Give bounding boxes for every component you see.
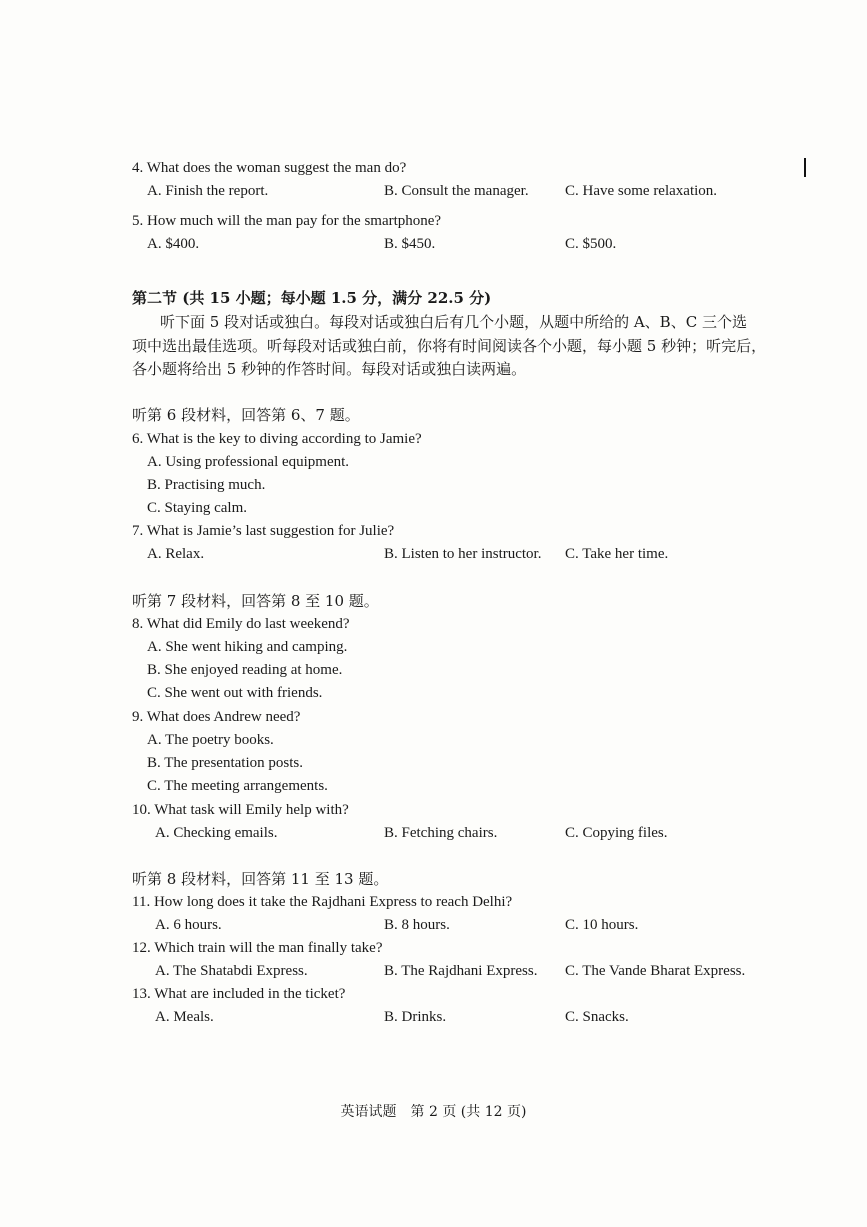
section-instructions-line-1: 听下面 5 段对话或独白。每段对话或独白后有几个小题，从题中所给的 A、B、C 三个选 [160,313,747,331]
question-12-option-a: A. The Shatabdi Express. [155,963,308,979]
question-11-option-a: A. 6 hours. [155,917,222,933]
question-4-stem: 4. What does the woman suggest the man do? [132,160,407,176]
question-5-option-c: C. $500. [565,236,617,252]
question-4-option-c: C. Have some relaxation. [565,183,718,199]
question-7-stem: 7. What is Jamie’s last suggestion for Julie? [132,523,395,539]
question-9-option-a: A. The poetry books. [147,732,274,748]
question-10-option-b: B. Fetching chairs. [384,825,498,841]
question-5-option-a: A. $400. [147,236,200,252]
question-5-stem: 5. How much will the man pay for the smartphone? [132,213,442,229]
question-11-option-b: B. 8 hours. [384,917,450,933]
question-8-option-b: B. She enjoyed reading at home. [147,662,343,678]
page-footer: 英语试题 第 2 页 (共 12 页) [340,1104,527,1120]
question-9-stem: 9. What does Andrew need? [132,709,301,725]
question-8-stem: 8. What did Emily do last weekend? [132,616,350,632]
question-13-stem: 13. What are included in the ticket? [132,986,346,1002]
question-9-option-c: C. The meeting arrangements. [147,778,328,794]
question-7-option-b: B. Listen to her instructor. [384,546,542,562]
question-5-option-b: B. $450. [384,236,436,252]
question-7-option-a: A. Relax. [147,546,205,562]
question-13-option-c: C. Snacks. [565,1009,629,1025]
question-10-stem: 10. What task will Emily help with? [132,802,349,818]
question-10-option-a: A. Checking emails. [155,825,278,841]
question-12-option-c: C. The Vande Bharat Express. [565,963,746,979]
section-title: 第二节 (共 15 小题；每小题 1.5 分，满分 22.5 分) [132,289,492,307]
material-8-heading: 听第 8 段材料，回答第 11 至 13 题。 [132,870,389,888]
material-7-heading: 听第 7 段材料，回答第 8 至 10 题。 [132,592,379,610]
question-13-option-b: B. Drinks. [384,1009,447,1025]
question-7-option-c: C. Take her time. [565,546,669,562]
question-8-option-a: A. She went hiking and camping. [147,639,348,655]
question-11-stem: 11. How long does it take the Rajdhani Express to reach Delhi? [132,894,513,910]
question-6-option-a: A. Using professional equipment. [147,454,350,470]
question-6-option-c: C. Staying calm. [147,500,247,516]
question-8-option-c: C. She went out with friends. [147,685,323,701]
section-instructions-line-2: 项中选出最佳选项。听每段对话或独白前，你将有时间阅读各个小题，每小题 5 秒钟；听完后， [132,337,767,355]
question-9-option-b: B. The presentation posts. [147,755,303,771]
question-10-option-c: C. Copying files. [565,825,668,841]
question-6-stem: 6. What is the key to diving according to Jamie? [132,431,422,447]
margin-mark [804,158,806,177]
question-6-option-b: B. Practising much. [147,477,266,493]
question-11-option-c: C. 10 hours. [565,917,639,933]
question-13-option-a: A. Meals. [155,1009,214,1025]
question-12-stem: 12. Which train will the man finally take? [132,940,383,956]
material-6-heading: 听第 6 段材料，回答第 6、7 题。 [132,406,360,424]
question-12-option-b: B. The Rajdhani Express. [384,963,538,979]
question-4-option-a: A. Finish the report. [147,183,269,199]
section-instructions-line-3: 各小题将给出 5 秒钟的作答时间。每段对话或独白读两遍。 [132,360,527,378]
question-4-option-b: B. Consult the manager. [384,183,529,199]
